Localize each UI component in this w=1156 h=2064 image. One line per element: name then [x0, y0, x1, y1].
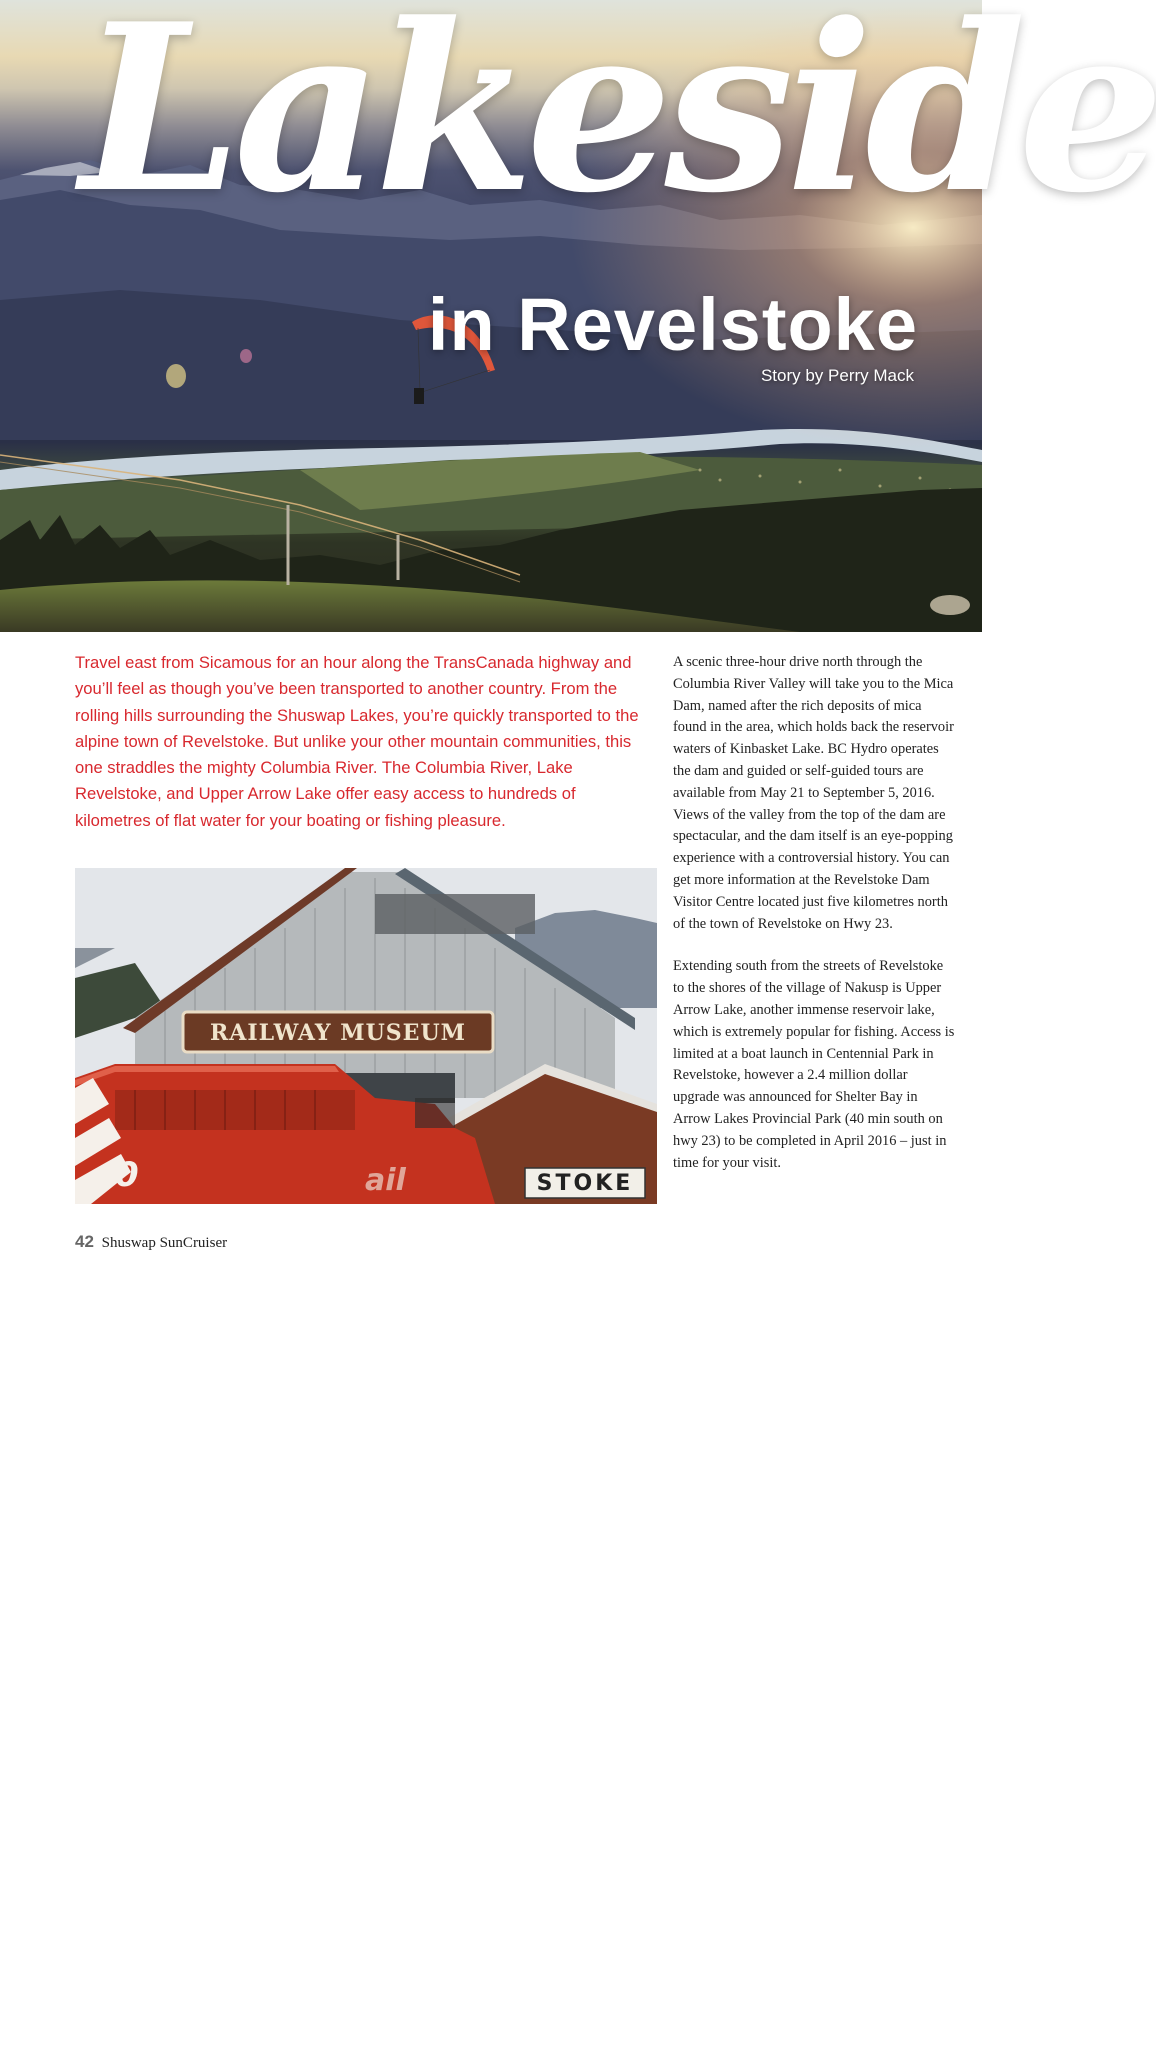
- body-column: [673, 652, 955, 1195]
- body-paragraph: A scenic three-hour drive north through the Columbia River Valley will take you to the Mica Dam, named after the rich deposits of mica found in the area, which holds back the reservoir waters of Kinbasket Lake. BC Hydro operates the dam and guided or self-guided tours are available from May 21 to September 5, 2016. Views of the valley from the top of the dam are spectacular, and the dam itself is an eye-popping experience with a controversial history. You can get more information at the Revelstoke Dam Visitor Centre located just five kilometres north of the town of Revelstoke on Hwy 23.: [673, 654, 954, 932]
- page-number: 42: [75, 1232, 94, 1251]
- station-sign-text: STOKE: [536, 1171, 634, 1196]
- hero-title: Lakeside: [80, 0, 1156, 244]
- locomotive-number: 0: [115, 1155, 139, 1195]
- publication-name: Shuswap SunCruiser: [101, 1235, 228, 1251]
- page-footer: [75, 1232, 227, 1252]
- locomotive-lettering: ail: [365, 1163, 406, 1198]
- hero-subtitle: in Revelstoke: [427, 283, 918, 366]
- museum-sign-text: RAILWAY MUSEUM: [210, 1020, 466, 1046]
- hero-image: [0, 0, 1156, 632]
- intro-paragraph: Travel east from Sicamous for an hour along the TransCanada highway and you’ll feel as though you’ve been transported to another country. From the rolling hills surrounding the Shuswap Lakes, you’re quickly transported to the alpine town of Revelstoke. But unlike your other mountain communities, this one straddles the mighty Columbia River. The Columbia River, Lake Revelstoke, and Upper Arrow Lake offer easy access to hundreds of kilometres of flat water for your boating or fishing pleasure.: [75, 653, 639, 830]
- byline: Story by Perry Mack: [760, 366, 914, 385]
- photo-credit: Destination BC/Ryan Creary: [695, 1908, 709, 2064]
- body-paragraph: Extending south from the streets of Revelstoke to the shores of the village of Nakusp is Upper Arrow Lake, another immense reservoir lake, which is extremely popular for fishing. Access is limited at a boat launch in Centennial Park in Revelstoke, however a 2.4 million dollar upgrade was announced for Shelter Bay in Arrow Lakes Provincial Park (40 min south on hwy 23) to be completed in April 2016 – just in time for your visit.: [673, 958, 955, 1171]
- railway-museum-illustration: [75, 868, 657, 1204]
